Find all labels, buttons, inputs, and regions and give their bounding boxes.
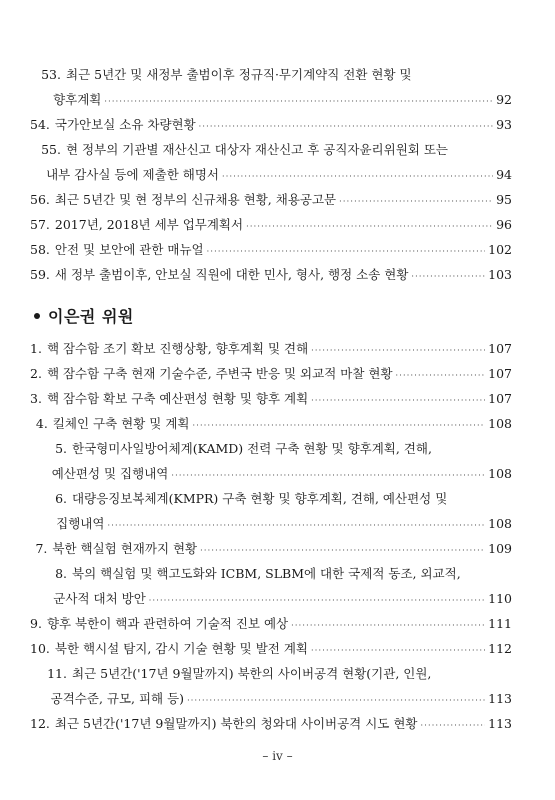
dot-leader <box>222 164 493 189</box>
toc-entry-number: 8. <box>55 566 67 581</box>
toc-entry-number: 7. <box>35 541 48 556</box>
toc-entry-number: 6. <box>55 491 67 506</box>
dot-leader <box>291 613 485 638</box>
toc-page-number: 112 <box>488 641 512 656</box>
toc-entry-line[interactable] <box>30 511 512 536</box>
toc-entry-text: 안전 및 보안에 관한 매뉴얼 <box>54 242 204 257</box>
toc-entry-text: 새 정부 출범이후, 안보실 직원에 대한 민사, 형사, 행정 소송 현황 <box>54 267 409 282</box>
dot-leader <box>246 214 493 239</box>
toc-entry-line[interactable] <box>30 636 512 661</box>
toc-entry-line[interactable] <box>30 336 512 361</box>
toc-entry-text: 북한 핵실험 현재까지 현황 <box>52 541 198 556</box>
toc-entry-text: 대량응징보복체계(KMPR) 구축 현황 및 향후계획, 견해, 예산편성 및 <box>72 491 448 506</box>
toc-page-number: 108 <box>488 416 512 431</box>
toc-list-section <box>30 336 512 736</box>
toc-entry-number: 12. <box>30 716 50 731</box>
toc-entry-text: 최근 5년간('17년 9월말까지) 북한의 청와대 사이버공격 시도 현황 <box>54 716 418 731</box>
toc-page-number: 111 <box>488 616 512 631</box>
toc-entry-text: 국가안보실 소유 차량현황 <box>54 117 196 132</box>
toc-page-number: 95 <box>496 192 512 207</box>
toc-entry-line[interactable] <box>30 162 512 187</box>
toc-entry-text: 2017년, 2018년 세부 업무계획서 <box>54 217 244 232</box>
toc-page-number: 107 <box>488 366 512 381</box>
toc-page-number: 113 <box>488 691 512 706</box>
toc-entry-line[interactable] <box>30 661 512 686</box>
toc-entry-line[interactable] <box>30 461 512 486</box>
toc-entry-text: 최근 5년간('17년 9월말까지) 북한의 사이버공격 현황(기관, 인원, <box>72 666 432 681</box>
dot-leader <box>207 239 486 264</box>
toc-entry-text: 북한 핵시설 탐지, 감시 기술 현황 및 발전 계획 <box>54 641 309 656</box>
toc-entry-text: 향후계획 <box>53 92 102 107</box>
toc-entry-text: 핵 잠수함 확보 구축 예산편성 현황 및 향후 계획 <box>46 391 309 406</box>
toc-entry-text: 향후 북한이 핵과 관련하여 기술적 진보 예상 <box>46 616 289 631</box>
toc-entry-number: 59. <box>30 267 50 282</box>
toc-entry-line[interactable] <box>30 561 512 586</box>
toc-page-number: 110 <box>488 591 512 606</box>
bullet-icon <box>34 313 40 319</box>
toc-entry-number: 9. <box>30 616 42 631</box>
dot-leader <box>200 538 485 563</box>
toc-entry-text: 군사적 대처 방안 <box>53 591 146 606</box>
toc-entry-number: 5. <box>55 441 67 456</box>
toc-page-number: 107 <box>488 341 512 356</box>
toc-entry-text: 내부 감사실 등에 제출한 해명서 <box>46 167 219 182</box>
toc-entry-number: 54. <box>30 117 50 132</box>
dot-leader <box>339 189 493 214</box>
toc-entry-line[interactable] <box>30 112 512 137</box>
toc-entry-number: 55. <box>41 142 61 157</box>
toc-list-continued <box>30 62 512 287</box>
toc-entry-number: 53. <box>41 67 61 82</box>
toc-entry-text: 예산편성 및 집행내역 <box>51 466 169 481</box>
toc-entry-line[interactable] <box>30 586 512 611</box>
toc-entry-number: 56. <box>30 192 50 207</box>
dot-leader <box>149 588 485 613</box>
toc-entry-text: 공격수준, 규모, 피해 등) <box>50 691 185 706</box>
section-heading <box>34 304 134 327</box>
toc-entry-text: 킬체인 구축 현황 및 계획 <box>52 416 190 431</box>
toc-page-number: 92 <box>496 92 512 107</box>
toc-entry-line[interactable] <box>30 237 512 262</box>
toc-entry-line[interactable] <box>30 361 512 386</box>
dot-leader <box>396 363 486 388</box>
dot-leader <box>104 89 493 114</box>
toc-entry-line[interactable] <box>30 137 512 162</box>
dot-leader <box>421 713 486 738</box>
toc-page-number: 93 <box>496 117 512 132</box>
toc-entry-line[interactable] <box>30 262 512 287</box>
toc-entry-number: 11. <box>47 666 67 681</box>
section-title: 이은권 위원 <box>48 307 134 326</box>
toc-entry-line[interactable] <box>30 486 512 511</box>
toc-entry-line[interactable] <box>30 711 512 736</box>
dot-leader <box>311 338 485 363</box>
toc-entry-line[interactable] <box>30 686 512 711</box>
toc-entry-line[interactable] <box>30 212 512 237</box>
toc-page-number: 108 <box>488 516 512 531</box>
toc-page-number: 113 <box>488 716 512 731</box>
dot-leader <box>199 114 493 139</box>
dot-leader <box>107 513 485 538</box>
toc-entry-text: 현 정부의 기관별 재산신고 대상자 재산신고 후 공직자윤리위원회 또는 <box>66 142 448 157</box>
page-number-footer: – iv – <box>262 749 293 763</box>
toc-entry-number: 10. <box>30 641 50 656</box>
dot-leader <box>187 688 485 713</box>
toc-entry-line[interactable] <box>30 611 512 636</box>
toc-entry-line[interactable] <box>30 62 512 87</box>
toc-entry-number: 3. <box>30 391 42 406</box>
dot-leader <box>311 638 485 663</box>
toc-entry-number: 4. <box>35 416 48 431</box>
toc-entry-text: 핵 잠수함 구축 현재 기술수준, 주변국 반응 및 외교적 마찰 현황 <box>46 366 393 381</box>
toc-entry-number: 1. <box>30 341 42 356</box>
toc-page-number: 96 <box>496 217 512 232</box>
dot-leader <box>193 413 486 438</box>
dot-leader <box>311 388 485 413</box>
toc-entry-number: 57. <box>30 217 50 232</box>
dot-leader <box>411 264 485 289</box>
toc-page-number: 108 <box>488 466 512 481</box>
toc-page-number: 94 <box>496 167 512 182</box>
toc-entry-text: 최근 5년간 및 새정부 출범이후 정규직·무기계약직 전환 현황 및 <box>66 67 412 82</box>
toc-entry-text: 핵 잠수함 조기 확보 진행상황, 향후계획 및 견해 <box>46 341 309 356</box>
toc-entry-number: 58. <box>30 242 50 257</box>
toc-page-number: 103 <box>488 267 512 282</box>
dot-leader <box>171 463 485 488</box>
toc-entry-text: 한국형미사일방어체계(KAMD) 전력 구축 현황 및 향후계획, 견해, <box>72 441 432 456</box>
toc-entry-text: 북의 핵실험 및 핵고도화와 ICBM, SLBM에 대한 국제적 동조, 외교적, <box>72 566 461 581</box>
toc-entry-line[interactable] <box>30 87 512 112</box>
toc-entry-text: 최근 5년간 및 현 정부의 신규채용 현황, 채용공고문 <box>54 192 337 207</box>
toc-entry-line[interactable] <box>30 436 512 461</box>
toc-entry-line[interactable] <box>30 187 512 212</box>
toc-page-number: 109 <box>488 541 512 556</box>
toc-entry-text: 집행내역 <box>56 516 105 531</box>
toc-entry-line[interactable] <box>30 536 512 561</box>
toc-entry-number: 2. <box>30 366 42 381</box>
toc-entry-line[interactable] <box>30 386 512 411</box>
toc-entry-line[interactable] <box>30 411 512 436</box>
toc-page-number: 107 <box>488 391 512 406</box>
toc-page-number: 102 <box>488 242 512 257</box>
